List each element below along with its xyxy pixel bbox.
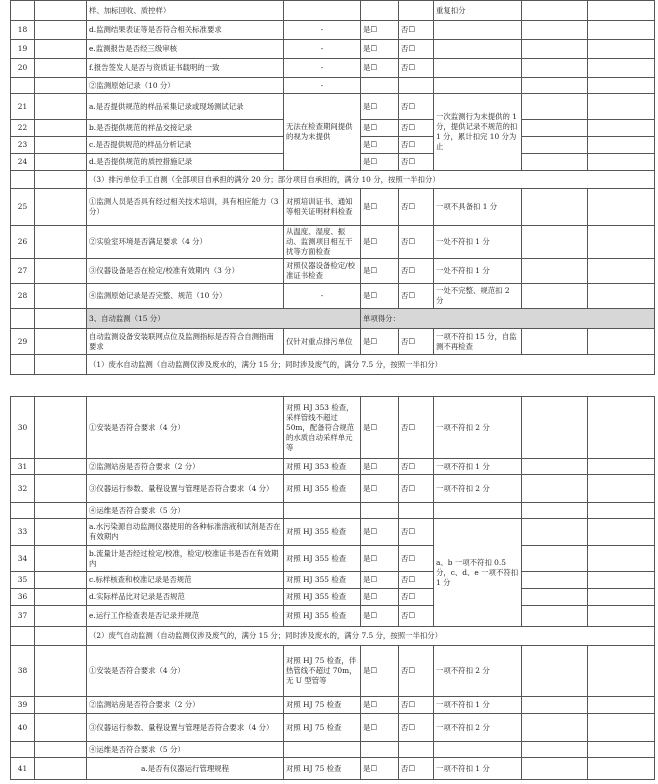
section-row [11, 171, 655, 189]
rule-cell: 一项不符扣 2 分 [434, 714, 522, 742]
no-checkbox[interactable]: 否☐ [399, 572, 434, 589]
table-row [11, 226, 655, 259]
yes-checkbox[interactable]: 是☐ [361, 59, 399, 78]
item-cell: ④运维是否符合要求（5 分） [87, 742, 284, 758]
item-cell: e.监测报告是否经三级审核 [87, 40, 284, 59]
method-cell: 无法在检查期间提供的视为未提供 [284, 94, 361, 171]
item-cell: ②实验室环境是否满足要求（4 分） [87, 226, 284, 259]
yes-checkbox[interactable]: 是☐ [361, 646, 399, 697]
item-cell: e.运行工作检查表是否记录并规范 [87, 606, 284, 627]
method-cell: - [284, 59, 361, 78]
section-row [11, 627, 655, 646]
rule-cell: 一项不符扣 2 分 [434, 646, 522, 697]
method-cell: 对照 HJ 355 检查 [284, 606, 361, 627]
no-checkbox[interactable]: 否☐ [399, 189, 434, 226]
item-cell: a.水污染源自动监测仪器使用的各种标准溶液和试剂是否在有效期内 [87, 519, 284, 546]
rule-cell: 重复扣分 [434, 1, 522, 21]
section-heading: （3）排污单位手工自测（全部项目自承担的满分 20 分；部分项目自承担的，满分 10 分，按照一半扣分） [87, 171, 655, 189]
method-cell: 仅针对重点排污单位 [284, 329, 361, 355]
row-number: 37 [11, 606, 35, 627]
table-row [11, 1, 655, 21]
section-heading: （1）废水自动监测（自动监测仅涉及废水的，满分 15 分；同时涉及废气的，满分 7.5 分，按照一半扣分） [87, 355, 655, 375]
item-cell: b.流量计是否经过检定/校准，检定/校准证书是否在有效期内 [87, 546, 284, 572]
table-row [11, 519, 655, 546]
no-checkbox[interactable]: 否☐ [399, 459, 434, 475]
table-row [11, 284, 655, 309]
row-number: 39 [11, 697, 35, 714]
no-checkbox[interactable]: 否☐ [399, 137, 434, 154]
no-checkbox[interactable]: 否☐ [399, 697, 434, 714]
table-row [11, 714, 655, 742]
method-cell: 对照 HJ 75 检查 [284, 714, 361, 742]
item-cell: 样、加标回收、质控样） [87, 1, 284, 21]
table-row [11, 475, 655, 503]
no-checkbox[interactable]: 否☐ [399, 589, 434, 606]
yes-checkbox[interactable]: 是☐ [361, 758, 399, 780]
rule-cell: 一项不符扣 2 分 [434, 475, 522, 503]
method-cell: 对照 HJ 355 检查 [284, 475, 361, 503]
row-number: 32 [11, 475, 35, 503]
yes-checkbox[interactable]: 是☐ [361, 606, 399, 627]
rule-cell: 一项不符扣 1 分 [434, 758, 522, 780]
no-checkbox[interactable]: 否☐ [399, 259, 434, 284]
row-number: 36 [11, 589, 35, 606]
row-number: 18 [11, 21, 35, 40]
row-number: 30 [11, 397, 35, 459]
rule-cell: 一处不符扣 1 分 [434, 226, 522, 259]
item-cell: d.是否提供规范的质控措施记录 [87, 154, 284, 171]
row-number: 33 [11, 519, 35, 546]
yes-checkbox[interactable]: 是☐ [361, 94, 399, 120]
row-number: 19 [11, 40, 35, 59]
row-number: 41 [11, 758, 35, 780]
table-row [11, 646, 655, 697]
table-row [11, 503, 655, 519]
method-cell: 对照 HJ 75 检查，伴热管线不超过 70m，无 U 型管等 [284, 646, 361, 697]
yes-checkbox[interactable]: 是☐ [361, 589, 399, 606]
item-cell: c.是否提供规范的样品分析记录 [87, 137, 284, 154]
row-number: 28 [11, 284, 35, 309]
yes-checkbox[interactable]: 是☐ [361, 714, 399, 742]
rule-cell: a、b 一项不符扣 0.5 分，c、d、e 一项不符扣 1 分 [434, 519, 522, 627]
inspection-table-2 [10, 396, 655, 780]
method-cell: 对照 HJ 355 检查 [284, 589, 361, 606]
method-cell: 对照 HJ 353 检查 [284, 459, 361, 475]
item-cell: ②监测原始记录（10 分） [87, 78, 284, 94]
method-cell: 对照 HJ 355 检查 [284, 519, 361, 546]
no-checkbox[interactable]: 否☐ [399, 397, 434, 459]
table-row [11, 40, 655, 59]
no-checkbox[interactable]: 否☐ [399, 40, 434, 59]
table-row [11, 697, 655, 714]
method-cell: 对照 HJ 355 检查 [284, 546, 361, 572]
no-checkbox[interactable]: 否☐ [399, 284, 434, 309]
item-cell: a.是否有仪器运行管理规程 [87, 758, 284, 780]
yes-checkbox[interactable]: 是☐ [361, 329, 399, 355]
table-row [11, 572, 655, 589]
row-number: 31 [11, 459, 35, 475]
table-row [11, 59, 655, 78]
yes-checkbox[interactable]: 是☐ [361, 137, 399, 154]
no-checkbox[interactable]: 否☐ [399, 606, 434, 627]
yes-checkbox[interactable]: 是☐ [361, 519, 399, 546]
row-number: 22 [11, 120, 35, 137]
yes-checkbox[interactable]: 是☐ [361, 226, 399, 259]
item-cell: c.标样核查和校准记录是否规范 [87, 572, 284, 589]
section-row [11, 309, 655, 329]
no-checkbox[interactable]: 否☐ [399, 154, 434, 171]
table-row [11, 758, 655, 780]
item-cell: ③仪器运行参数、量程设置与管理是否符合要求（4 分） [87, 475, 284, 503]
yes-checkbox[interactable]: 是☐ [361, 572, 399, 589]
yes-checkbox[interactable]: 是☐ [361, 459, 399, 475]
row-number: 38 [11, 646, 35, 697]
method-cell: 对照培训证书、通知等相关证明材料检查 [284, 189, 361, 226]
table-row [11, 589, 655, 606]
table-row [11, 397, 655, 459]
no-checkbox[interactable]: 否☐ [399, 646, 434, 697]
yes-checkbox[interactable]: 是☐ [361, 697, 399, 714]
method-cell: - [284, 40, 361, 59]
item-cell: ①监测人员是否具有经过相关技术培训，具有相应能力（3 分） [87, 189, 284, 226]
row-number: 24 [11, 154, 35, 171]
no-checkbox[interactable]: 否☐ [399, 758, 434, 780]
item-cell: ④监测原始记录是否完整、规范（10 分） [87, 284, 284, 309]
item-cell: ②监测站房是否符合要求（2 分） [87, 459, 284, 475]
table-row [11, 21, 655, 40]
method-cell: 对照 HJ 75 检查 [284, 758, 361, 780]
table-row [11, 606, 655, 627]
row-number: 26 [11, 226, 35, 259]
section-row [11, 355, 655, 375]
rule-cell: 一处不符扣 1 分 [434, 259, 522, 284]
row-number: 23 [11, 137, 35, 154]
table-row [11, 78, 655, 94]
item-cell: ③仪器运行参数、量程设置与管理是否符合要求（4 分） [87, 714, 284, 742]
item-cell: ④运维是否符合要求（5 分） [87, 503, 284, 519]
method-cell: - [284, 284, 361, 309]
yes-checkbox[interactable]: 是☐ [361, 21, 399, 40]
rule-cell: 一项不符扣 15 分，自监测不再检查 [434, 329, 522, 355]
yes-checkbox[interactable]: 是☐ [361, 40, 399, 59]
method-cell: 从温度、湿度、振动、监测项目相互干扰等方面检查 [284, 226, 361, 259]
method-cell: - [284, 21, 361, 40]
inspection-table-1 [10, 0, 655, 375]
yes-checkbox[interactable]: 是☐ [361, 475, 399, 503]
item-cell: d.实际样品比对记录是否规范 [87, 589, 284, 606]
section-heading: 3、自动监测（15 分） [87, 309, 361, 329]
row-number: 34 [11, 546, 35, 572]
table-row [11, 742, 655, 758]
item-cell: ①安装是否符合要求（4 分） [87, 646, 284, 697]
yes-checkbox[interactable]: 是☐ [361, 120, 399, 137]
section-score: 单项得分： [361, 309, 655, 329]
item-cell: b.是否提供规范的样品交接记录 [87, 120, 284, 137]
rule-cell: 一项不符扣 2 分 [434, 397, 522, 459]
item-cell: ①安装是否符合要求（4 分） [87, 397, 284, 459]
table-row [11, 546, 655, 572]
rule-cell: 一次监测行为未提供的 1 分，提供记录不规范的扣 1 分，累计扣完 10 分为止 [434, 94, 522, 171]
table-row [11, 329, 655, 355]
yes-checkbox[interactable]: 是☐ [361, 284, 399, 309]
yes-checkbox[interactable]: 是☐ [361, 397, 399, 459]
yes-checkbox[interactable]: 是☐ [361, 259, 399, 284]
rule-cell: 一项不符扣 1 分 [434, 459, 522, 475]
method-cell: - [284, 78, 361, 94]
item-cell: 自动监测设备安装联网点位及监测指标是否符合自测指南要求 [87, 329, 284, 355]
row-number: 21 [11, 94, 35, 120]
yes-checkbox[interactable]: 是☐ [361, 189, 399, 226]
rule-cell: 一处不完整、规范扣 2 分 [434, 284, 522, 309]
no-checkbox[interactable]: 否☐ [399, 519, 434, 546]
row-number: 25 [11, 189, 35, 226]
section-heading: （2）废气自动监测（自动监测仅涉及废气的，满分 15 分；同时涉及废水的，满分 7.5 分，按照一半扣分） [87, 627, 655, 646]
item-cell: ②监测站房是否符合要求（2 分） [87, 697, 284, 714]
row-number: 40 [11, 714, 35, 742]
row-number: 20 [11, 59, 35, 78]
no-checkbox[interactable]: 否☐ [399, 329, 434, 355]
no-checkbox[interactable]: 否☐ [399, 714, 434, 742]
item-cell: f.报告签发人是否与资质证书载明的一致 [87, 59, 284, 78]
table-row [11, 94, 655, 120]
rule-cell: 一项不具备扣 1 分 [434, 189, 522, 226]
row-number: 35 [11, 572, 35, 589]
yes-checkbox[interactable]: 是☐ [361, 546, 399, 572]
item-cell: a.是否提供规范的样品采集记录或现场测试记录 [87, 94, 284, 120]
rule-cell: 一项不符扣 1 分 [434, 697, 522, 714]
method-cell: 对照 HJ 75 检查 [284, 697, 361, 714]
no-checkbox[interactable]: 否☐ [399, 21, 434, 40]
item-cell: d.监测结果表证等是否符合相关标准要求 [87, 21, 284, 40]
item-cell: ③仪器设备是否在检定/校准有效期内（3 分） [87, 259, 284, 284]
no-checkbox[interactable]: 否☐ [399, 546, 434, 572]
no-checkbox[interactable]: 否☐ [399, 120, 434, 137]
row-number: 27 [11, 259, 35, 284]
table-row [11, 259, 655, 284]
method-cell: 对照 HJ 353 检查，采样管线不超过 50m，配备符合规范的水质自动采样单元等 [284, 397, 361, 459]
table-row [11, 189, 655, 226]
no-checkbox[interactable]: 否☐ [399, 59, 434, 78]
method-cell: 对照仪器设备检定/校准证书检查 [284, 259, 361, 284]
method-cell: 对照 HJ 355 检查 [284, 572, 361, 589]
yes-checkbox[interactable]: 是☐ [361, 154, 399, 171]
no-checkbox[interactable]: 否☐ [399, 475, 434, 503]
no-checkbox[interactable]: 否☐ [399, 94, 434, 120]
row-number: 29 [11, 329, 35, 355]
table-row [11, 459, 655, 475]
no-checkbox[interactable]: 否☐ [399, 226, 434, 259]
